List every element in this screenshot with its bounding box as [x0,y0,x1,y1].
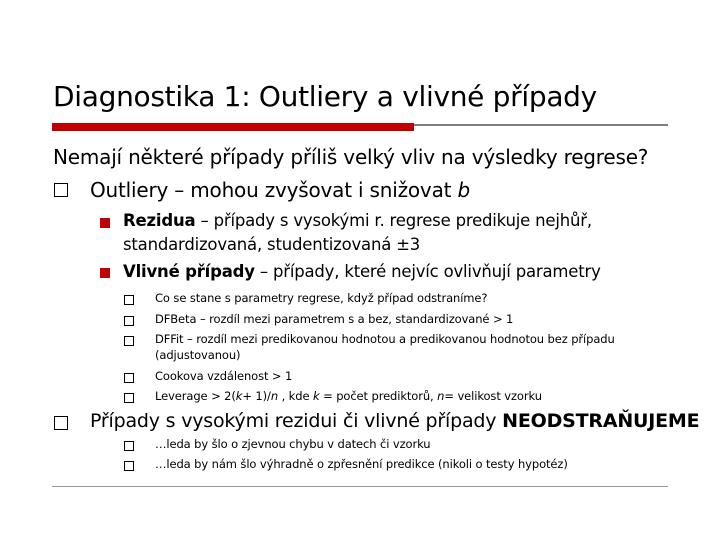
bullet-outliers [90,178,470,202]
vlivne-label: Vlivné případy [123,262,255,281]
leverage-e: = velikost vzorku [444,389,542,403]
sub-bullet-rezidua [123,211,592,230]
small-checkbox-icon [124,393,134,403]
square-bullet-icon [100,268,110,278]
var-k: k [235,389,243,403]
checkbox-bullet-icon [54,416,68,430]
intro-question: Nemají některé případy příliš velký vliv na výsledky regrese? [53,145,649,169]
bullet-outliers-text: Outliery – mohou zvyšovat i snižovat [90,178,458,202]
var-n: n [437,389,445,403]
sub-bullet-vlivne [123,262,601,281]
leverage-a: Leverage > 2( [155,389,236,403]
subsub-item-3: DFFit – rozdíl mezi predikovanou hodnotou a predikovanou hodnotou bez případu [155,332,615,346]
subsub-item-4: Cookova vzdálenost > 1 [155,369,293,383]
rezidua-label: Rezidua [123,211,196,230]
small-checkbox-icon [124,373,134,383]
var-k: k [312,389,320,403]
subsub-item-3-cont: (adjustovanou) [155,348,241,362]
var-b: b [457,178,470,202]
bottom-rule [52,486,668,487]
emphasis-neodstranujeme: NEODSTRAŇUJEME [502,410,700,432]
square-bullet-icon [100,218,110,228]
leverage-b: + 1)/ [242,389,271,403]
small-checkbox-icon [124,461,134,471]
b2-sub-item-1: …leda by šlo o zjevnou chybu v datech či vzorku [155,437,431,451]
var-n: n [270,389,279,403]
leverage-c: , kde [278,389,313,403]
subsub-item-5 [155,389,542,403]
slide-title: Diagnostika 1: Outliery a vlivné případy [53,80,597,113]
subsub-item-1: Co se stane s parametry regrese, když případ odstraníme? [155,291,488,305]
checkbox-bullet-icon [54,183,68,197]
small-checkbox-icon [124,295,134,305]
subsub-item-2: DFBeta – rozdíl mezi parametrem s a bez, standardizované > 1 [155,312,514,326]
sub-bullet-rezidua-cont: standardizovaná, studentizovaná ±3 [123,235,421,254]
small-checkbox-icon [124,441,134,451]
vlivne-text: – případy, které nejvíc ovlivňují parametry [254,262,601,281]
small-checkbox-icon [124,316,134,326]
title-accent-bar [52,123,414,131]
b2-sub-item-2: …leda by nám šlo výhradně o zpřesnění predikce (nikoli o testy hypotéz) [155,457,568,471]
leverage-d: = počet prediktorů, [319,389,438,403]
rezidua-text: – případy s vysokými r. regrese predikuje nejhůř, [195,211,592,230]
small-checkbox-icon [124,336,134,346]
bullet-no-removal-text: Případy s vysokými rezidui či vlivné případy [90,410,503,432]
bullet-no-removal [90,410,699,432]
